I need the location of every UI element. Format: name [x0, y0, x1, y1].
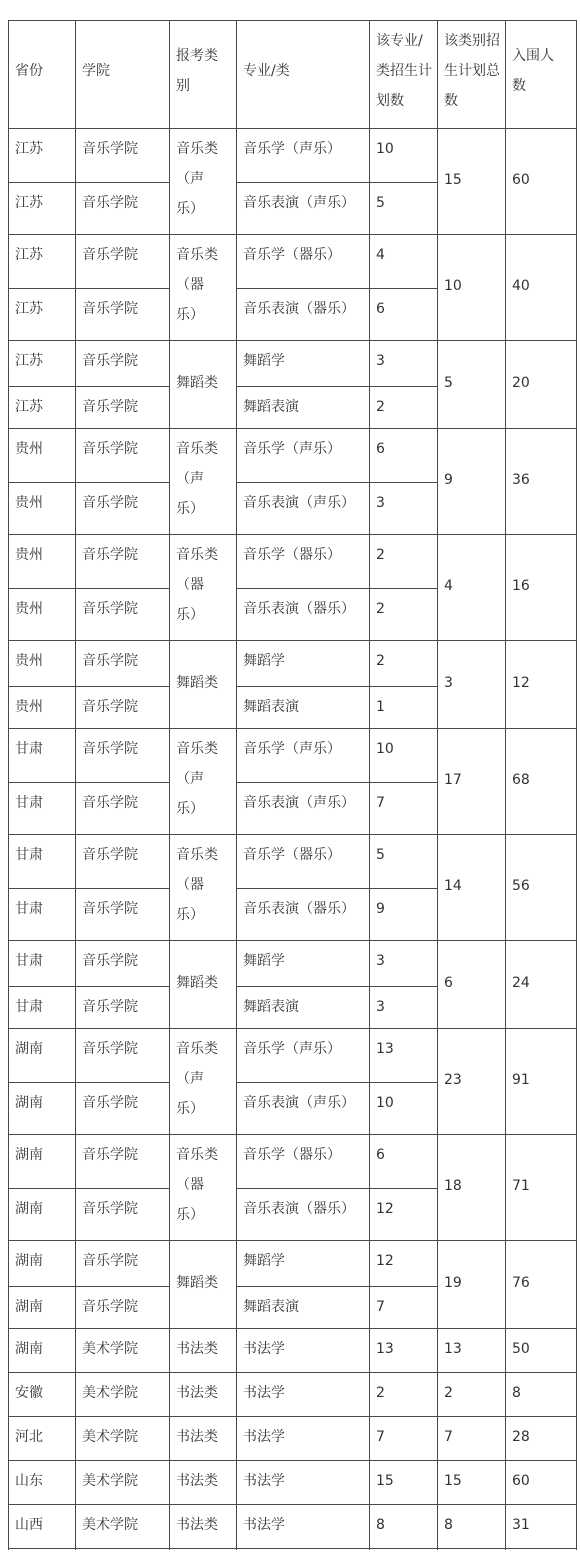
major-cell: 舞蹈学 — [243, 653, 285, 669]
plan-cell: 13 — [376, 1041, 394, 1057]
province-cell: 湖南 — [15, 1095, 43, 1111]
row-divider — [8, 782, 170, 783]
row-divider — [236, 482, 438, 483]
province-cell: 贵州 — [15, 441, 43, 457]
plan-cell: 10 — [376, 741, 394, 757]
college-cell: 音乐学院 — [82, 1299, 138, 1315]
row-divider — [8, 128, 577, 129]
admitted-cell: 60 — [512, 1473, 530, 1489]
province-cell: 江苏 — [15, 247, 43, 263]
column-divider — [169, 20, 170, 1550]
admitted-cell: 24 — [512, 975, 530, 991]
row-divider — [236, 1188, 438, 1189]
college-cell: 美术学院 — [82, 1473, 138, 1489]
header-plan: 该专业/类招生计划数 — [376, 33, 432, 109]
category-cell: 书法类 — [176, 1341, 218, 1357]
header-college: 学院 — [82, 63, 110, 79]
college-cell: 音乐学院 — [82, 1095, 138, 1111]
total-cell: 5 — [444, 375, 453, 391]
row-divider — [8, 1504, 577, 1505]
total-cell: 7 — [444, 1429, 453, 1445]
header-category: 报考类别 — [176, 48, 218, 94]
total-cell: 13 — [444, 1341, 462, 1357]
province-cell: 湖南 — [15, 1041, 43, 1057]
header-total: 该类别招生计划总数 — [444, 33, 500, 109]
plan-cell: 2 — [376, 653, 385, 669]
row-divider — [8, 1240, 577, 1241]
province-cell: 甘肃 — [15, 901, 43, 917]
major-cell: 音乐表演（声乐） — [243, 795, 355, 811]
row-divider — [8, 640, 577, 641]
plan-cell: 10 — [376, 141, 394, 157]
college-cell: 音乐学院 — [82, 141, 138, 157]
total-cell: 18 — [444, 1178, 462, 1194]
plan-cell: 6 — [376, 301, 385, 317]
province-cell: 江苏 — [15, 141, 43, 157]
row-divider — [8, 1372, 577, 1373]
admitted-cell: 91 — [512, 1072, 530, 1088]
total-cell: 14 — [444, 878, 462, 894]
plan-cell: 9 — [376, 901, 385, 917]
major-cell: 音乐学（声乐） — [243, 441, 341, 457]
row-divider — [8, 182, 170, 183]
plan-cell: 13 — [376, 1341, 394, 1357]
major-cell: 书法学 — [243, 1473, 285, 1489]
college-cell: 音乐学院 — [82, 1041, 138, 1057]
row-divider — [236, 986, 438, 987]
college-cell: 美术学院 — [82, 1517, 138, 1533]
admitted-cell: 36 — [512, 472, 530, 488]
province-cell: 贵州 — [15, 653, 43, 669]
admitted-cell: 56 — [512, 878, 530, 894]
category-cell: 音乐类（器乐） — [176, 1147, 218, 1223]
major-cell: 舞蹈表演 — [243, 399, 299, 415]
admitted-cell: 60 — [512, 172, 530, 188]
province-cell: 河北 — [15, 1429, 43, 1445]
admitted-cell: 40 — [512, 278, 530, 294]
province-cell: 贵州 — [15, 495, 43, 511]
header-province: 省份 — [15, 63, 43, 79]
province-cell: 湖南 — [15, 1147, 43, 1163]
plan-cell: 10 — [376, 1095, 394, 1111]
plan-cell: 2 — [376, 399, 385, 415]
category-cell: 音乐类（声乐） — [176, 141, 218, 217]
row-divider — [8, 888, 170, 889]
college-cell: 音乐学院 — [82, 547, 138, 563]
province-cell: 山东 — [15, 1473, 43, 1489]
total-cell: 6 — [444, 975, 453, 991]
major-cell: 舞蹈学 — [243, 1253, 285, 1269]
row-divider — [8, 728, 577, 729]
row-divider — [236, 182, 438, 183]
row-divider — [8, 386, 170, 387]
header-major: 专业/类 — [243, 63, 290, 79]
plan-cell: 4 — [376, 247, 385, 263]
college-cell: 美术学院 — [82, 1341, 138, 1357]
category-cell: 书法类 — [176, 1517, 218, 1533]
college-cell: 音乐学院 — [82, 495, 138, 511]
college-cell: 音乐学院 — [82, 399, 138, 415]
column-divider — [576, 20, 577, 1550]
province-cell: 甘肃 — [15, 795, 43, 811]
major-cell: 音乐表演（器乐） — [243, 301, 355, 317]
major-cell: 书法学 — [243, 1341, 285, 1357]
category-cell: 舞蹈类 — [176, 375, 218, 391]
row-divider — [8, 1416, 577, 1417]
row-divider — [8, 834, 577, 835]
province-cell: 江苏 — [15, 301, 43, 317]
row-divider — [8, 234, 577, 235]
province-cell: 江苏 — [15, 399, 43, 415]
category-cell: 舞蹈类 — [176, 975, 218, 991]
plan-cell: 2 — [376, 1385, 385, 1401]
major-cell: 舞蹈表演 — [243, 699, 299, 715]
row-divider — [236, 686, 438, 687]
row-divider — [8, 1328, 577, 1329]
category-cell: 音乐类（声乐） — [176, 441, 218, 517]
college-cell: 美术学院 — [82, 1429, 138, 1445]
province-cell: 贵州 — [15, 601, 43, 617]
plan-cell: 7 — [376, 1429, 385, 1445]
province-cell: 江苏 — [15, 195, 43, 211]
category-cell: 书法类 — [176, 1429, 218, 1445]
admitted-cell: 8 — [512, 1385, 521, 1401]
row-divider — [8, 1548, 577, 1549]
college-cell: 美术学院 — [82, 1385, 138, 1401]
college-cell: 音乐学院 — [82, 301, 138, 317]
total-cell: 4 — [444, 578, 453, 594]
college-cell: 音乐学院 — [82, 847, 138, 863]
major-cell: 音乐表演（器乐） — [243, 1201, 355, 1217]
total-cell: 15 — [444, 1473, 462, 1489]
plan-cell: 7 — [376, 795, 385, 811]
admitted-cell: 71 — [512, 1178, 530, 1194]
row-divider — [8, 1286, 170, 1287]
total-cell: 3 — [444, 675, 453, 691]
province-cell: 江苏 — [15, 353, 43, 369]
total-cell: 17 — [444, 772, 462, 788]
plan-cell: 7 — [376, 1299, 385, 1315]
row-divider — [8, 686, 170, 687]
admitted-cell: 50 — [512, 1341, 530, 1357]
column-divider — [8, 20, 9, 1550]
row-divider — [236, 888, 438, 889]
plan-cell: 6 — [376, 1147, 385, 1163]
row-divider — [236, 386, 438, 387]
major-cell: 书法学 — [243, 1517, 285, 1533]
college-cell: 音乐学院 — [82, 653, 138, 669]
plan-cell: 8 — [376, 1517, 385, 1533]
plan-cell: 2 — [376, 547, 385, 563]
major-cell: 音乐学（器乐） — [243, 247, 341, 263]
row-divider — [236, 588, 438, 589]
major-cell: 音乐表演（器乐） — [243, 901, 355, 917]
category-cell: 音乐类（器乐） — [176, 847, 218, 923]
row-divider — [8, 288, 170, 289]
total-cell: 19 — [444, 1275, 462, 1291]
category-cell: 书法类 — [176, 1385, 218, 1401]
province-cell: 甘肃 — [15, 953, 43, 969]
major-cell: 舞蹈表演 — [243, 999, 299, 1015]
total-cell: 8 — [444, 1517, 453, 1533]
major-cell: 舞蹈学 — [243, 353, 285, 369]
college-cell: 音乐学院 — [82, 1201, 138, 1217]
province-cell: 甘肃 — [15, 847, 43, 863]
column-divider — [75, 20, 76, 1550]
category-cell: 舞蹈类 — [176, 675, 218, 691]
major-cell: 音乐学（声乐） — [243, 141, 341, 157]
plan-cell: 2 — [376, 601, 385, 617]
province-cell: 贵州 — [15, 699, 43, 715]
total-cell: 15 — [444, 172, 462, 188]
admitted-cell: 28 — [512, 1429, 530, 1445]
college-cell: 音乐学院 — [82, 953, 138, 969]
column-divider — [505, 20, 506, 1550]
major-cell: 书法学 — [243, 1385, 285, 1401]
major-cell: 舞蹈表演 — [243, 1299, 299, 1315]
total-cell: 2 — [444, 1385, 453, 1401]
province-cell: 贵州 — [15, 547, 43, 563]
column-divider — [369, 20, 370, 1550]
college-cell: 音乐学院 — [82, 1253, 138, 1269]
college-cell: 音乐学院 — [82, 441, 138, 457]
category-cell: 音乐类（声乐） — [176, 1041, 218, 1117]
plan-cell: 15 — [376, 1473, 394, 1489]
plan-cell: 3 — [376, 353, 385, 369]
college-cell: 音乐学院 — [82, 353, 138, 369]
admitted-cell: 31 — [512, 1517, 530, 1533]
row-divider — [8, 986, 170, 987]
admitted-cell: 20 — [512, 375, 530, 391]
major-cell: 音乐表演（声乐） — [243, 195, 355, 211]
category-cell: 舞蹈类 — [176, 1275, 218, 1291]
row-divider — [8, 482, 170, 483]
province-cell: 湖南 — [15, 1253, 43, 1269]
major-cell: 音乐表演（器乐） — [243, 601, 355, 617]
plan-cell: 3 — [376, 495, 385, 511]
row-divider — [8, 1460, 577, 1461]
row-divider — [8, 20, 577, 21]
category-cell: 音乐类（器乐） — [176, 547, 218, 623]
plan-cell: 3 — [376, 999, 385, 1015]
total-cell: 9 — [444, 472, 453, 488]
province-cell: 湖南 — [15, 1341, 43, 1357]
column-divider — [437, 20, 438, 1550]
college-cell: 音乐学院 — [82, 795, 138, 811]
major-cell: 舞蹈学 — [243, 953, 285, 969]
admitted-cell: 76 — [512, 1275, 530, 1291]
college-cell: 音乐学院 — [82, 247, 138, 263]
row-divider — [236, 1286, 438, 1287]
row-divider — [236, 288, 438, 289]
major-cell: 音乐学（器乐） — [243, 1147, 341, 1163]
total-cell: 10 — [444, 278, 462, 294]
admitted-cell: 16 — [512, 578, 530, 594]
college-cell: 音乐学院 — [82, 195, 138, 211]
major-cell: 音乐学（声乐） — [243, 1041, 341, 1057]
major-cell: 音乐表演（声乐） — [243, 495, 355, 511]
college-cell: 音乐学院 — [82, 901, 138, 917]
row-divider — [8, 1082, 170, 1083]
major-cell: 音乐学（器乐） — [243, 547, 341, 563]
college-cell: 音乐学院 — [82, 1147, 138, 1163]
plan-cell: 6 — [376, 441, 385, 457]
category-cell: 书法类 — [176, 1473, 218, 1489]
major-cell: 音乐表演（声乐） — [243, 1095, 355, 1111]
plan-cell: 12 — [376, 1201, 394, 1217]
plan-cell: 12 — [376, 1253, 394, 1269]
row-divider — [8, 1134, 577, 1135]
row-divider — [8, 428, 577, 429]
province-cell: 甘肃 — [15, 741, 43, 757]
category-cell: 音乐类（声乐） — [176, 741, 218, 817]
header-admitted: 入围人数 — [512, 48, 554, 94]
plan-cell: 1 — [376, 699, 385, 715]
province-cell: 湖南 — [15, 1201, 43, 1217]
province-cell: 安徽 — [15, 1385, 43, 1401]
major-cell: 音乐学（声乐） — [243, 741, 341, 757]
row-divider — [8, 940, 577, 941]
row-divider — [236, 1082, 438, 1083]
row-divider — [8, 1188, 170, 1189]
college-cell: 音乐学院 — [82, 699, 138, 715]
row-divider — [236, 782, 438, 783]
province-cell: 湖南 — [15, 1299, 43, 1315]
major-cell: 音乐学（器乐） — [243, 847, 341, 863]
row-divider — [8, 534, 577, 535]
row-divider — [8, 1028, 577, 1029]
plan-cell: 3 — [376, 953, 385, 969]
admitted-cell: 12 — [512, 675, 530, 691]
province-cell: 山西 — [15, 1517, 43, 1533]
college-cell: 音乐学院 — [82, 601, 138, 617]
major-cell: 书法学 — [243, 1429, 285, 1445]
plan-cell: 5 — [376, 195, 385, 211]
category-cell: 音乐类（器乐） — [176, 247, 218, 323]
total-cell: 23 — [444, 1072, 462, 1088]
plan-cell: 5 — [376, 847, 385, 863]
row-divider — [8, 588, 170, 589]
column-divider — [236, 20, 237, 1550]
college-cell: 音乐学院 — [82, 741, 138, 757]
admitted-cell: 68 — [512, 772, 530, 788]
row-divider — [8, 340, 577, 341]
college-cell: 音乐学院 — [82, 999, 138, 1015]
province-cell: 甘肃 — [15, 999, 43, 1015]
